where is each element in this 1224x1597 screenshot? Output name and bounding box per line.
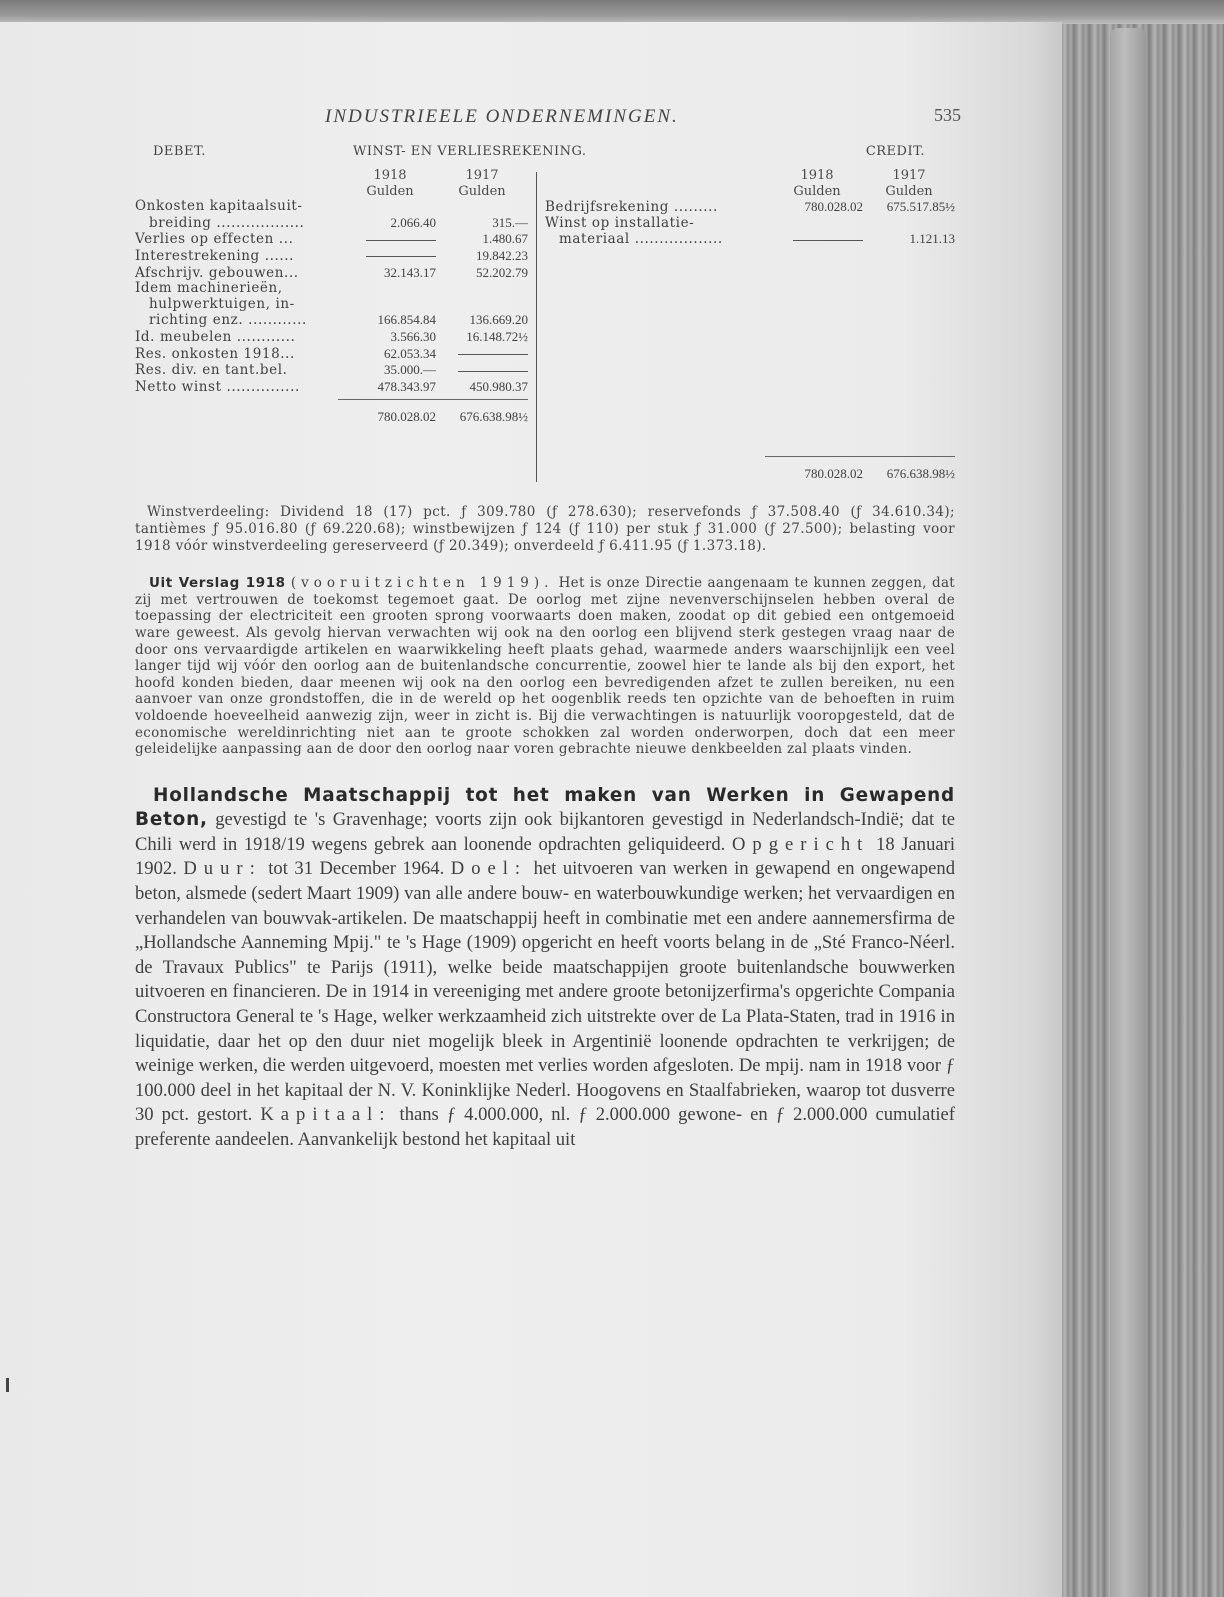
report-lead: Uit Verslag 1918	[149, 575, 286, 592]
account-title: WINST- EN VERLIESREKENING.	[353, 144, 587, 159]
account-header	[135, 144, 955, 168]
credit-column-years	[545, 168, 955, 184]
row-value-1917: 675.517.85½	[886, 199, 955, 215]
column-unit: Gulden	[458, 183, 506, 199]
credit-column-units	[545, 184, 955, 200]
annual-report-excerpt	[135, 575, 955, 758]
debit-label: DEBET.	[153, 144, 206, 159]
company-text: gevestigd te 's Gravenhage; voorts zijn ook bijkantoren gevestigd in Nederlandsch-Indië; dat te Chili werd in 1918/19 wegens gebrek aan loonende opdrachten geliquideerd.	[135, 809, 955, 855]
debit-total-1918: 780.028.02	[377, 409, 436, 425]
page-number: 535	[934, 105, 961, 125]
page-content	[135, 100, 961, 1171]
scan-mark	[6, 1378, 9, 1392]
company-text: 18 Januari 1902.	[135, 833, 955, 880]
page-edges	[1062, 24, 1224, 1597]
credit-total-1917: 676.638.98½	[886, 465, 955, 481]
row-label: Onkosten kapitaalsuit-	[135, 199, 303, 215]
company-entry	[135, 784, 955, 1153]
row-value-1918: 32.143.17	[384, 264, 436, 280]
credit-totals	[545, 466, 955, 482]
row-value-1918: 2.066.40	[390, 214, 436, 230]
keyword-duur: Duur:	[183, 858, 262, 880]
debit-side	[135, 168, 528, 482]
account-row	[135, 297, 528, 313]
profit-distribution: Winstverdeeling: Dividend 18 (17) pct. ƒ 309.780 (ƒ 278.630); reservefonds ƒ 37.508.40 (ƒ 34.610.34); tantièmes ƒ 95.016.80 (ƒ 69.220.68); winstbewijzen ƒ 124 (ƒ 110) per stuk ƒ 31.000 (ƒ 27.500); belasting voor 1918 vóór winstverdeeling gereserveerd (ƒ 20.349); onverdeeld ƒ 6.411.95 (ƒ 1.373.18).	[135, 503, 955, 554]
debit-column-units	[135, 184, 528, 200]
row-value-1917: 136.669.20	[469, 312, 528, 328]
row-value-1917: 1.121.13	[909, 231, 955, 247]
row-value-1918: 35.000.—	[384, 362, 436, 378]
column-unit: Gulden	[885, 183, 933, 199]
account-row	[135, 199, 528, 215]
row-label: Res. div. en tant.bel.	[135, 363, 288, 379]
debit-total-1917: 676.638.98½	[459, 409, 528, 425]
row-value-1917: 16.148.72½	[466, 328, 528, 344]
row-label: Verlies op effecten ...	[135, 232, 294, 248]
row-value-1918: 166.854.84	[377, 312, 436, 328]
report-body: Het is onze Directie aangenaam te kunnen zeggen, dat zij met vertrouwen de toekomst tegemoet gaat. De oorlog met zijne nevenverschijnselen hebben overal de toepassing der electriciteit een grooten sprong voorwaarts doen maken, zoodat op dit gebied een ontgemoeid ware geweest. Als gevolg hiervan verwachten wij ook na den oorlog een blijvend sterk gestegen vraag naar de door ons vervaardigde artikelen en waarwikkeling heeft plaats gehad, waarmede anders waarschijnlijk een veel langer tijd wij vóór den oorlog aan de buitenlandsche concurrentie, zoowel hier te lande als bij den export, het hoofd konden bieden, daar meenen wij ook na den oorlog een bevredigenden afzet te zullen bereiken, nu een aanvoer van onze grondstoffen, die in de wereld op het oogenblik reeds ten opzichte van de behoeften in ruim voldoende hoeveelheid aanwezig zijn, weer in zicht is. Bij die verwachtingen is natuurlijk vooropgesteld, dat de economische wereldinrichting niet aan te groote schokken zal worden onderworpen, doch dat een meer geleidelijke aanpassing aan de door den oorlog naar voren gebrachte nieuwe denkbeelden zal plaats vinden.	[135, 575, 956, 758]
row-value-1917: 450.980.37	[469, 378, 528, 394]
credit-rows	[545, 199, 955, 248]
account-row	[135, 265, 528, 282]
company-text: thans ƒ 4.000.000, nl. ƒ 2.000.000 gewone- en ƒ 2.000.000 cumulatief preferente aandeelen. Aanvankelijk bestond het kapitaal uit	[135, 1104, 955, 1151]
account-row	[135, 231, 528, 248]
row-value-1917: 19.842.23	[476, 247, 528, 263]
account-row	[135, 379, 528, 396]
row-value-1917: 52.202.79	[476, 264, 528, 280]
account-row	[135, 346, 528, 363]
company-name: Hollandsche Maatschappij tot het maken van Werken in Gewapend Beton,	[135, 784, 955, 831]
profit-loss-account	[135, 168, 955, 482]
column-year-1917: 1917	[465, 168, 499, 183]
keyword-doel: Doel:	[450, 858, 528, 880]
row-label: Netto winst ...............	[135, 379, 300, 395]
column-year-1918: 1918	[373, 168, 407, 183]
row-value-1918	[344, 231, 436, 247]
sum-rule	[765, 456, 955, 457]
row-label: Winst op installatie-	[545, 215, 695, 231]
sum-rule	[338, 399, 528, 400]
row-label: Interestrekening ......	[135, 248, 295, 264]
row-value-1918: 780.028.02	[804, 199, 863, 215]
row-label: Afschrijv. gebouwen...	[135, 265, 299, 281]
debit-totals	[135, 409, 528, 425]
keyword-opgericht: Opgericht	[732, 833, 870, 855]
account-row	[545, 231, 955, 248]
column-unit: Gulden	[366, 183, 414, 199]
row-label: Bedrijfsrekening .........	[545, 200, 718, 216]
row-label: richting enz. ............	[149, 313, 307, 329]
credit-total-1918: 780.028.02	[804, 465, 863, 481]
row-label: Idem machinerieën,	[135, 281, 283, 297]
account-row	[545, 216, 955, 232]
row-label: Res. onkosten 1918...	[135, 346, 295, 362]
row-value-1917: 1.480.67	[482, 231, 528, 247]
column-year-1918: 1918	[800, 168, 834, 183]
row-value-1918: 3.566.30	[390, 328, 436, 344]
running-head	[135, 100, 961, 134]
row-label: breiding ..................	[149, 215, 305, 231]
company-text: het uitvoeren van werken in gewapend en ongewapend beton, alsmede (sedert Maart 1909) van alle andere bouw- en waterbouwkundige werken; het vervaardigen en verhandelen van bouwvak-artikelen. De maatschappij heeft in combinatie met een andere aannemersfirma de „Hollandsche Aanneming Mpij." te 's Hage (1909) opgericht en heeft voorts belang in de „Sté Franco-Néerl. de Travaux Publics" te Parijs (1911), welke beide maatschappijen groote buitenlandsche bouwwerken uitvoeren en financieren. De in 1914 in vereeniging met andere groote betonijzerfirma's opgerichte Compania Constructora General te 's Hage, welker werkzaamheid zich uitstrekte over de La Plata-Staten, trad in 1916 in liquidatie, daar het op den duur niet mogelijk bleek in Argentinië loonende opdrachten te verkrijgen; de weinige werken, die werden uitgevoerd, moesten met verlies worden afgesloten. De mpij. nam in 1918 voor ƒ 100.000 deel in het kapitaal der N. V. Koninklijke Nederl. Hoogovens en Staalfabrieken, waarop tot dusverre 30 pct. gestort.	[135, 858, 955, 1126]
column-year-1917: 1917	[892, 168, 926, 183]
row-value-1917	[436, 346, 528, 362]
column-divider	[536, 172, 537, 482]
credit-label: CREDIT.	[865, 144, 925, 159]
column-unit: Gulden	[793, 183, 841, 199]
account-row	[135, 329, 528, 346]
account-row	[545, 199, 955, 216]
credit-side	[545, 168, 955, 482]
account-row	[135, 215, 528, 232]
keyword-kapitaal: Kapitaal:	[260, 1104, 392, 1126]
row-value-1918: 478.343.97	[377, 378, 436, 394]
row-label: materiaal ..................	[559, 232, 723, 248]
row-value-1917: 315.—	[492, 214, 528, 230]
debit-rows	[135, 199, 528, 395]
row-value-1918	[771, 231, 863, 247]
running-title: INDUSTRIEELE ONDERNEMINGEN.	[325, 106, 679, 127]
row-value-1918: 62.053.34	[384, 345, 436, 361]
account-row	[135, 312, 528, 329]
row-label: hulpwerktuigen, in-	[149, 296, 295, 312]
account-row	[135, 362, 528, 379]
row-value-1918	[344, 248, 436, 264]
row-label: Id. meubelen ............	[135, 329, 296, 345]
company-text: tot 31 December 1964.	[268, 858, 445, 880]
account-row	[135, 281, 528, 297]
account-row	[135, 248, 528, 265]
report-keyword: (vooruitzichten 1919).	[290, 575, 554, 592]
page-edge-band	[1110, 28, 1146, 1597]
debit-column-years	[135, 168, 528, 184]
row-value-1917	[436, 362, 528, 378]
